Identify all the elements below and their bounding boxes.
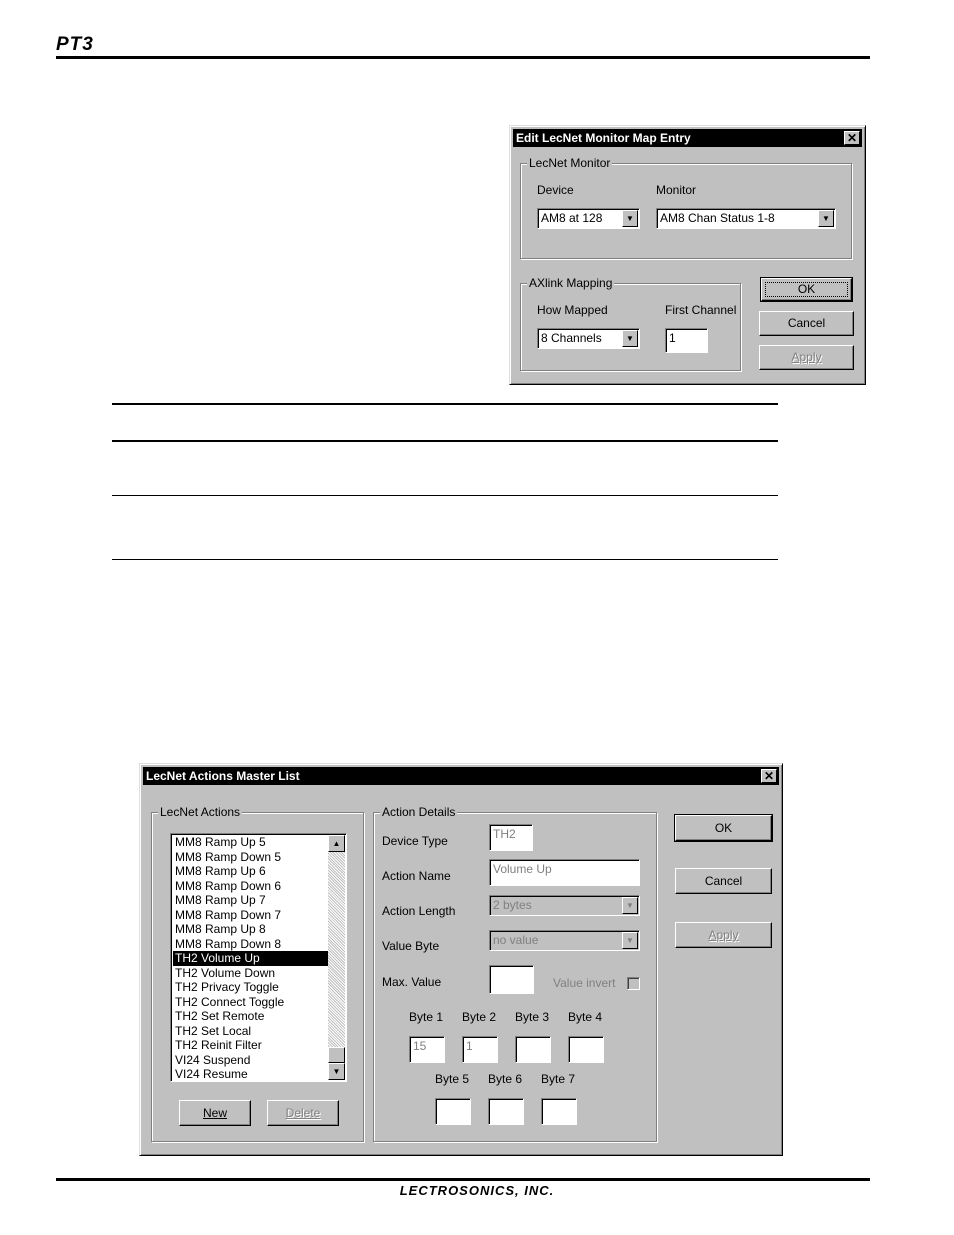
list-item[interactable]: TH2 Set Local bbox=[175, 1023, 252, 1038]
action-name-label: Action Name bbox=[382, 869, 451, 883]
monitor-select[interactable] bbox=[656, 208, 836, 229]
axlink-mapping-group bbox=[520, 276, 741, 371]
close-icon[interactable]: ✕ bbox=[761, 769, 777, 783]
first-channel-input[interactable]: 1 bbox=[665, 328, 708, 353]
list-item[interactable]: TH2 Privacy Toggle bbox=[175, 980, 279, 994]
table-rule bbox=[112, 440, 778, 442]
byte-1-label: Byte 1 bbox=[409, 1010, 444, 1024]
byte-3-label: Byte 3 bbox=[515, 1010, 550, 1024]
list-item[interactable]: MM8 Ramp Down 8 bbox=[175, 936, 282, 951]
value-byte-label: Value Byte bbox=[382, 939, 440, 953]
cancel-button-label: Cancel bbox=[704, 874, 743, 888]
ok-button-label: OK bbox=[797, 282, 816, 296]
max-value-input[interactable] bbox=[489, 965, 534, 994]
apply-button[interactable] bbox=[759, 345, 854, 370]
action-length-select[interactable] bbox=[489, 895, 640, 916]
lecnet-monitor-group bbox=[520, 156, 852, 259]
new-button-label: New bbox=[202, 1106, 227, 1120]
device-label: Device bbox=[537, 183, 574, 197]
actions-scrollbar[interactable] bbox=[328, 835, 345, 1080]
chevron-down-icon[interactable]: ▼ bbox=[622, 210, 638, 227]
action-length-label: Action Length bbox=[382, 904, 456, 918]
list-item[interactable]: VI24 Resume bbox=[175, 1067, 248, 1081]
byte-3-input[interactable] bbox=[515, 1036, 551, 1063]
cancel-button[interactable] bbox=[675, 868, 772, 894]
list-item[interactable]: MM8 Ramp Up 6 bbox=[175, 864, 266, 878]
dialog-title: Edit LecNet Monitor Map Entry bbox=[516, 131, 691, 145]
monitor-select-value: AM8 Chan Status 1-8 bbox=[660, 211, 775, 225]
scroll-thumb[interactable] bbox=[328, 1047, 345, 1063]
byte-4-label: Byte 4 bbox=[568, 1010, 603, 1024]
cancel-button-label: Cancel bbox=[787, 316, 826, 330]
footer-rule bbox=[56, 1178, 870, 1181]
new-button[interactable] bbox=[179, 1100, 251, 1126]
scroll-up-icon[interactable]: ▲ bbox=[328, 835, 345, 852]
chevron-down-icon[interactable]: ▼ bbox=[818, 210, 834, 227]
group-label: Action Details bbox=[382, 805, 456, 819]
device-select[interactable] bbox=[537, 208, 640, 229]
actions-master-list-dialog bbox=[139, 763, 783, 1156]
byte-5-label: Byte 5 bbox=[435, 1072, 470, 1086]
byte-6-input[interactable] bbox=[488, 1098, 524, 1125]
chevron-down-icon[interactable]: ▼ bbox=[622, 932, 638, 949]
chevron-down-icon[interactable]: ▼ bbox=[622, 330, 638, 347]
dialog-titlebar bbox=[143, 767, 779, 785]
list-item[interactable]: MM8 Ramp Down 5 bbox=[175, 849, 282, 864]
table-rule bbox=[112, 403, 778, 405]
dialog-titlebar bbox=[513, 129, 862, 147]
header-rule bbox=[56, 56, 870, 59]
action-length-select-value: 2 bytes bbox=[493, 898, 532, 912]
monitor-label: Monitor bbox=[656, 183, 697, 197]
how-mapped-select[interactable] bbox=[537, 328, 640, 349]
byte-5-input[interactable] bbox=[435, 1098, 471, 1125]
value-byte-select[interactable] bbox=[489, 930, 640, 951]
group-label: LecNet Monitor bbox=[529, 156, 611, 170]
edit-monitor-map-dialog bbox=[509, 125, 866, 385]
chevron-down-icon[interactable]: ▼ bbox=[622, 897, 638, 914]
how-mapped-select-value: 8 Channels bbox=[541, 331, 602, 345]
list-item[interactable]: MM8 Ramp Up 7 bbox=[175, 893, 266, 907]
list-item[interactable]: VI24 Suspend bbox=[175, 1052, 251, 1067]
byte-6-label: Byte 6 bbox=[488, 1072, 523, 1086]
cancel-button[interactable] bbox=[759, 311, 854, 336]
table-rule bbox=[112, 495, 778, 496]
byte-7-input[interactable] bbox=[541, 1098, 577, 1125]
byte-4-input[interactable] bbox=[568, 1036, 604, 1063]
max-value-label: Max. Value bbox=[382, 975, 442, 989]
byte-2-label: Byte 2 bbox=[462, 1010, 497, 1024]
list-item[interactable]: TH2 Volume Down bbox=[175, 965, 276, 980]
list-item[interactable]: MM8 Ramp Up 5 bbox=[175, 835, 266, 849]
action-details-group bbox=[373, 805, 657, 1142]
list-item[interactable]: TH2 Reinit Filter bbox=[175, 1038, 262, 1052]
value-invert-label: Value invert bbox=[553, 976, 616, 990]
byte-1-input[interactable]: 15 bbox=[409, 1036, 445, 1063]
value-invert-checkbox[interactable] bbox=[627, 977, 640, 990]
device-type-input[interactable]: TH2 bbox=[489, 824, 533, 851]
list-item[interactable]: MM8 Ramp Up 8 bbox=[175, 922, 266, 936]
list-item[interactable]: TH2 Connect Toggle bbox=[175, 994, 285, 1009]
table-rule bbox=[112, 559, 778, 560]
device-type-label: Device Type bbox=[382, 834, 448, 848]
actions-listbox[interactable] bbox=[170, 833, 347, 1082]
byte-2-input[interactable]: 1 bbox=[462, 1036, 498, 1063]
action-name-input[interactable]: Volume Up bbox=[489, 859, 640, 886]
delete-button-label: Delete bbox=[285, 1106, 321, 1120]
delete-button[interactable] bbox=[267, 1100, 339, 1126]
page-header-title: PT3 bbox=[56, 34, 94, 55]
device-select-value: AM8 at 128 bbox=[541, 211, 603, 225]
group-label: AXlink Mapping bbox=[529, 276, 613, 290]
scroll-down-icon[interactable]: ▼ bbox=[328, 1063, 345, 1080]
byte-7-label: Byte 7 bbox=[541, 1072, 576, 1086]
list-item[interactable]: MM8 Ramp Down 6 bbox=[175, 878, 282, 893]
ok-button[interactable] bbox=[761, 278, 852, 301]
list-item[interactable]: MM8 Ramp Down 7 bbox=[175, 907, 282, 922]
focus-ring bbox=[765, 282, 848, 297]
close-icon[interactable]: ✕ bbox=[844, 131, 860, 145]
lecnet-actions-group bbox=[151, 805, 364, 1142]
apply-button-label: Apply bbox=[708, 928, 739, 942]
list-item[interactable]: TH2 Volume Up bbox=[173, 951, 328, 966]
ok-button-label: OK bbox=[714, 821, 733, 835]
how-mapped-label: How Mapped bbox=[537, 303, 608, 317]
list-item[interactable]: TH2 Set Remote bbox=[175, 1009, 265, 1023]
footer-brand: LECTROSONICS, INC. bbox=[399, 1183, 555, 1198]
value-byte-select-value: no value bbox=[493, 933, 539, 947]
ok-button[interactable] bbox=[675, 815, 772, 841]
group-label: LecNet Actions bbox=[160, 805, 241, 819]
dialog-title: LecNet Actions Master List bbox=[146, 769, 300, 783]
apply-button[interactable] bbox=[675, 922, 772, 948]
apply-button-label: Apply bbox=[791, 350, 822, 364]
first-channel-label: First Channel bbox=[665, 303, 737, 317]
